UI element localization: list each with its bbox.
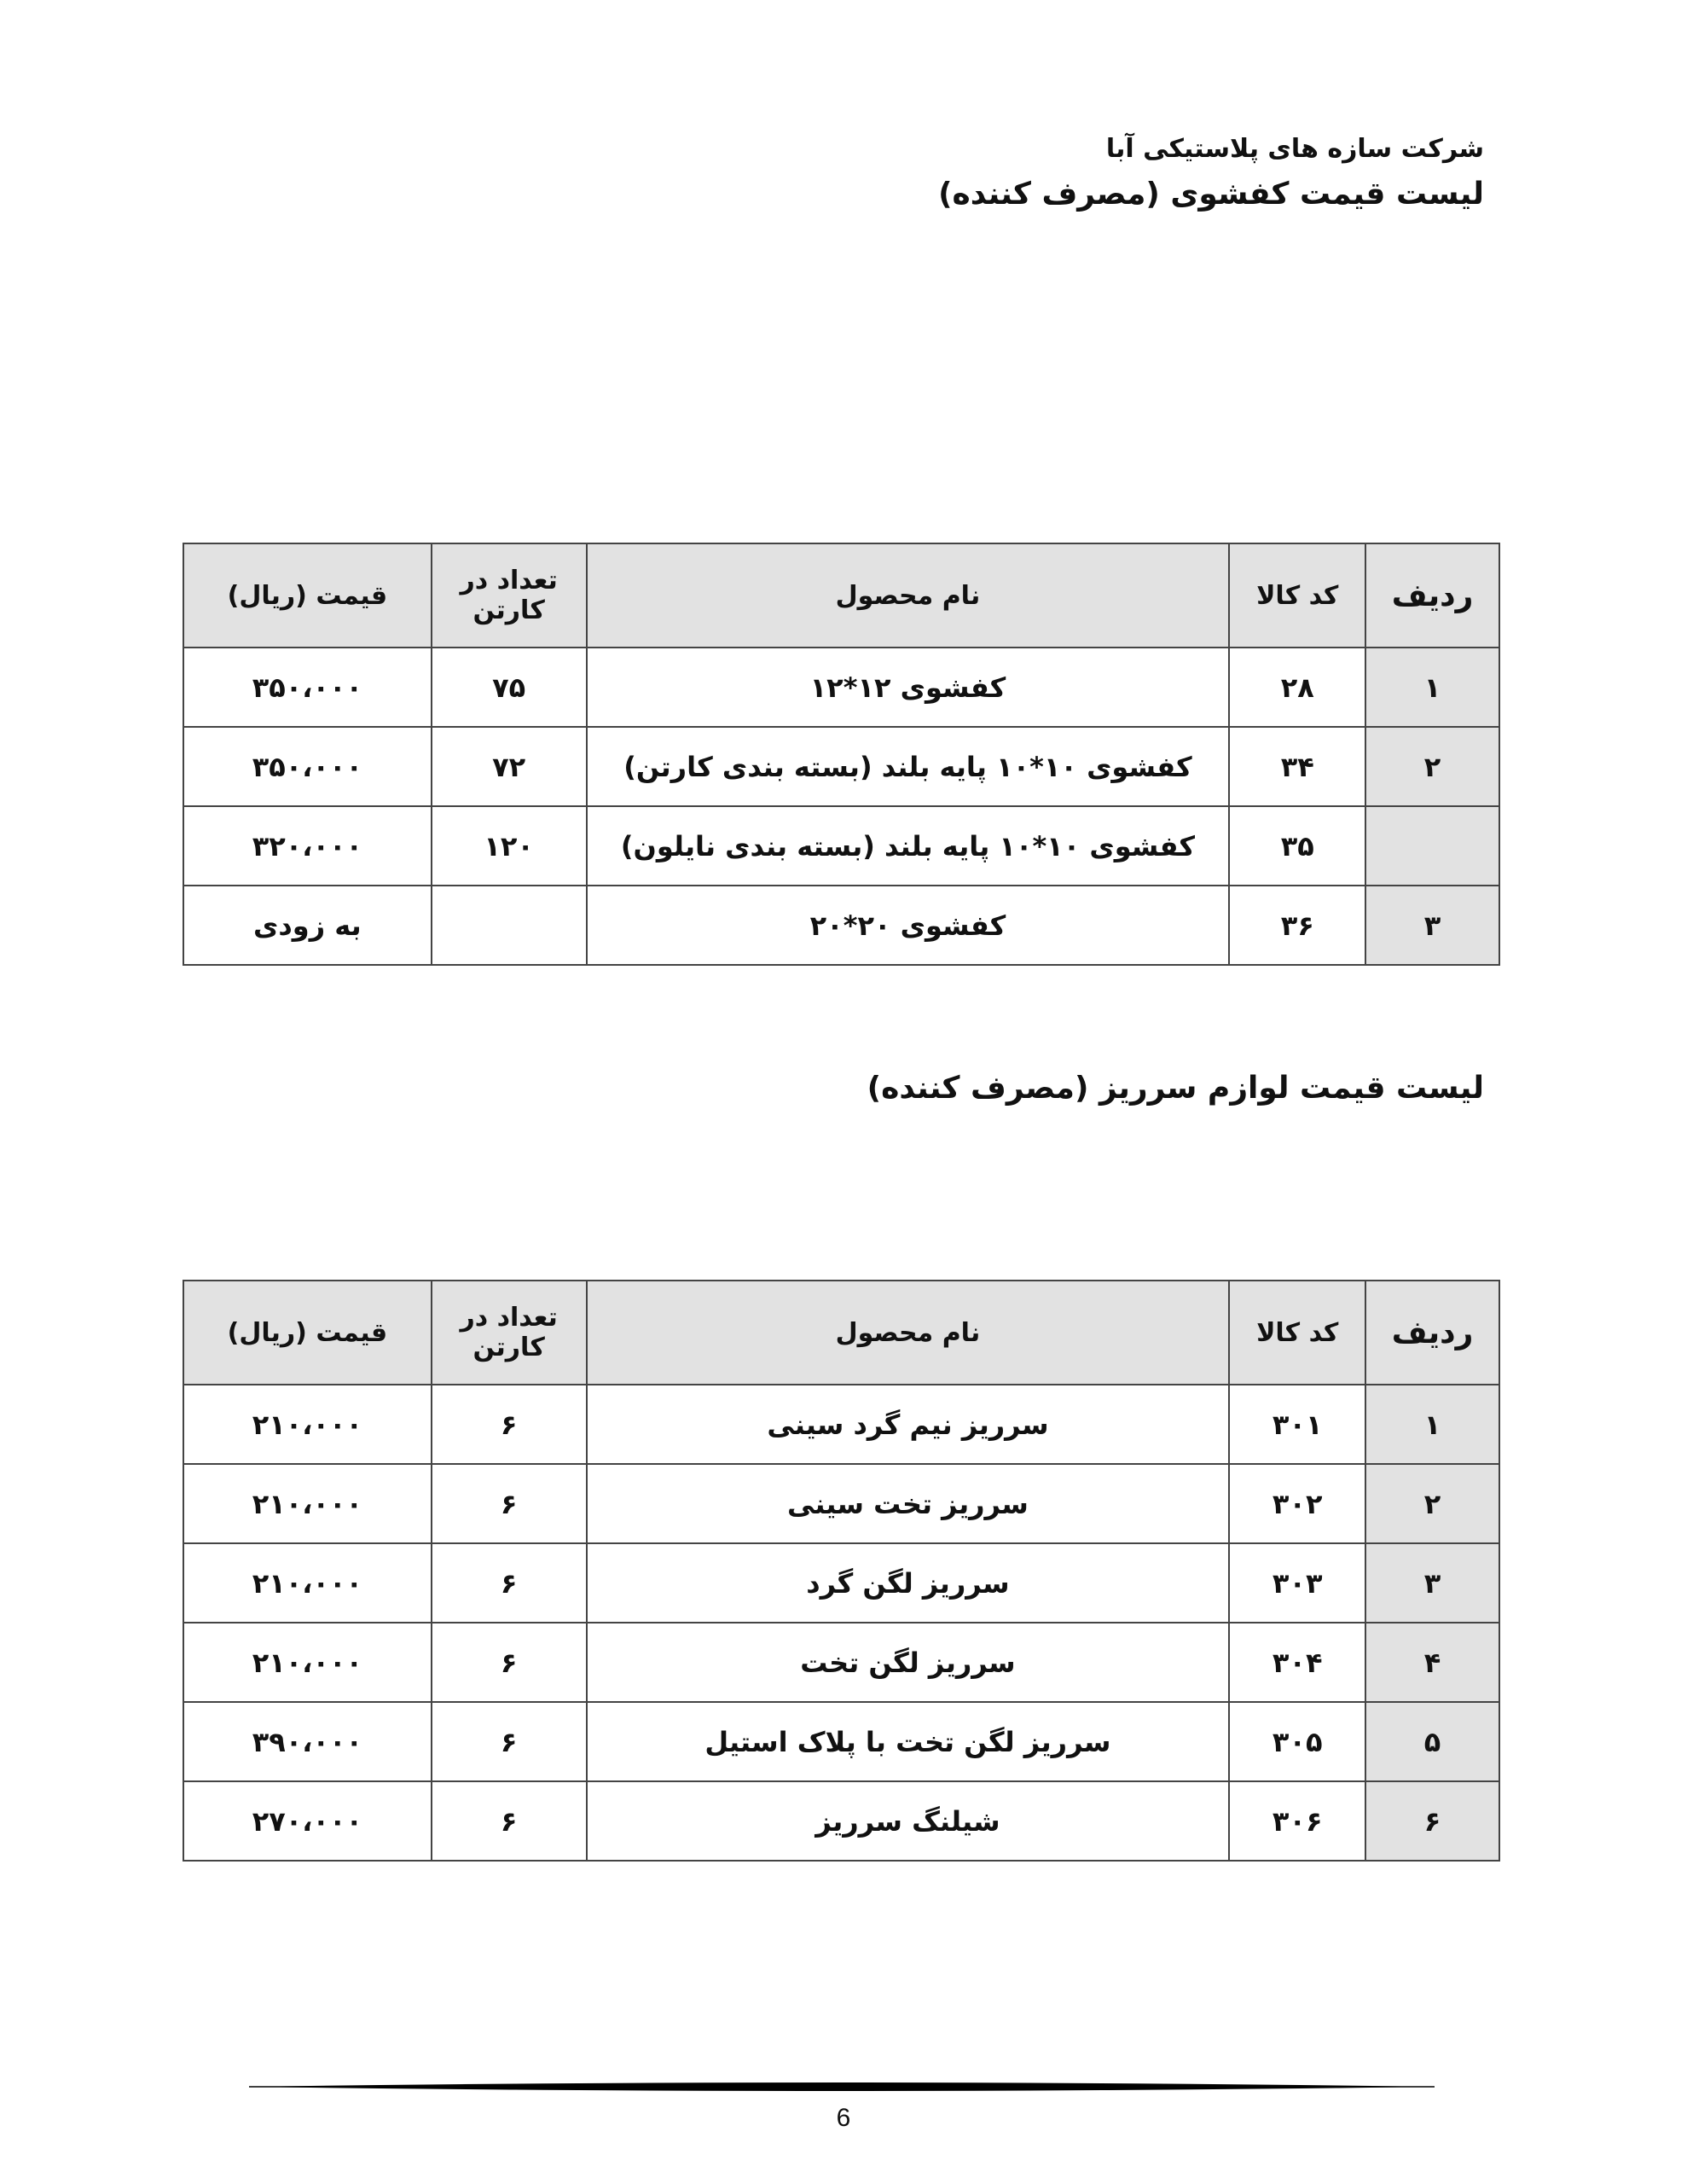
cell-product-name: کفشوی ۱۰*۱۰ پایه بلند (بسته بندی کارتن) [587, 727, 1230, 806]
cell-code: ۳۰۴ [1229, 1623, 1365, 1702]
table-row [183, 1385, 1499, 1464]
table-row [183, 648, 1499, 727]
cell-price: ۳۲۰،۰۰۰ [183, 806, 432, 886]
cell-code: ۳۴ [1229, 727, 1365, 806]
cell-product-name: شیلنگ سرریز [587, 1781, 1230, 1861]
col-header-name: نام محصول [587, 543, 1230, 648]
cell-price: ۳۵۰،۰۰۰ [183, 727, 432, 806]
cell-radif [1365, 806, 1499, 886]
table-row [183, 727, 1499, 806]
overflow-price-table [183, 1280, 1500, 1862]
cell-radif: ۲ [1365, 727, 1499, 806]
table-row [183, 1543, 1499, 1623]
cell-price: ۲۱۰،۰۰۰ [183, 1464, 432, 1543]
cell-qty-per-carton: ۱۲۰ [432, 806, 587, 886]
col-header-qty: تعداد در کارتن [432, 543, 587, 648]
table-row [183, 1702, 1499, 1781]
cell-radif: ۳ [1365, 1543, 1499, 1623]
cell-qty-per-carton: ۶ [432, 1543, 587, 1623]
col-header-price: قیمت (ریال) [183, 1281, 432, 1385]
cell-price: به زودی [183, 886, 432, 965]
col-header-radif: ردیف [1365, 543, 1499, 648]
cell-price: ۲۱۰،۰۰۰ [183, 1385, 432, 1464]
floor-drain-price-table [183, 543, 1500, 966]
cell-qty-per-carton [432, 886, 587, 965]
cell-product-name: کفشوی ۱۲*۱۲ [587, 648, 1230, 727]
cell-code: ۳۰۶ [1229, 1781, 1365, 1861]
cell-qty-per-carton: ۷۵ [432, 648, 587, 727]
col-header-name: نام محصول [587, 1281, 1230, 1385]
cell-qty-per-carton: ۶ [432, 1781, 587, 1861]
table-row [183, 1781, 1499, 1861]
col-header-code: کد کالا [1229, 1281, 1365, 1385]
cell-price: ۲۱۰،۰۰۰ [183, 1543, 432, 1623]
cell-price: ۳۹۰،۰۰۰ [183, 1702, 432, 1781]
cell-product-name: کفشوی ۱۰*۱۰ پایه بلند (بسته بندی نایلون) [587, 806, 1230, 886]
cell-radif: ۵ [1365, 1702, 1499, 1781]
company-name: شرکت سازه های پلاستیکی آبا [1105, 134, 1484, 164]
table-row [183, 1464, 1499, 1543]
table-header-row [183, 543, 1499, 648]
cell-code: ۳۵ [1229, 806, 1365, 886]
table-row [183, 806, 1499, 886]
cell-radif: ۴ [1365, 1623, 1499, 1702]
cell-price: ۲۱۰،۰۰۰ [183, 1623, 432, 1702]
cell-code: ۳۶ [1229, 886, 1365, 965]
cell-radif: ۱ [1365, 648, 1499, 727]
cell-radif: ۶ [1365, 1781, 1499, 1861]
cell-qty-per-carton: ۶ [432, 1385, 587, 1464]
cell-qty-per-carton: ۶ [432, 1702, 587, 1781]
cell-code: ۳۰۵ [1229, 1702, 1365, 1781]
col-header-code: کد کالا [1229, 543, 1365, 648]
price-list-title-floor-drain: لیست قیمت کفشوی (مصرف کننده) [938, 177, 1484, 212]
cell-radif: ۳ [1365, 886, 1499, 965]
cell-product-name: سرریز نیم گرد سینی [587, 1385, 1230, 1464]
table-header-row [183, 1281, 1499, 1385]
page-number: 6 [836, 2104, 851, 2132]
cell-product-name: سرریز لگن تخت با پلاک استیل [587, 1702, 1230, 1781]
cell-product-name: سرریز لگن تخت [587, 1623, 1230, 1702]
cell-qty-per-carton: ۶ [432, 1464, 587, 1543]
cell-price: ۲۷۰،۰۰۰ [183, 1781, 432, 1861]
cell-radif: ۱ [1365, 1385, 1499, 1464]
cell-product-name: سرریز لگن گرد [587, 1543, 1230, 1623]
cell-qty-per-carton: ۶ [432, 1623, 587, 1702]
cell-price: ۳۵۰،۰۰۰ [183, 648, 432, 727]
col-header-radif: ردیف [1365, 1281, 1499, 1385]
cell-product-name: کفشوی ۲۰*۲۰ [587, 886, 1230, 965]
cell-code: ۲۸ [1229, 648, 1365, 727]
cell-code: ۳۰۳ [1229, 1543, 1365, 1623]
cell-code: ۳۰۱ [1229, 1385, 1365, 1464]
document-header [938, 128, 1484, 218]
cell-radif: ۲ [1365, 1464, 1499, 1543]
cell-qty-per-carton: ۷۲ [432, 727, 587, 806]
cell-code: ۳۰۲ [1229, 1464, 1365, 1543]
col-header-price: قیمت (ریال) [183, 543, 432, 648]
col-header-qty: تعداد در کارتن [432, 1281, 587, 1385]
cell-product-name: سرریز تخت سینی [587, 1464, 1230, 1543]
table-row [183, 1623, 1499, 1702]
table-row [183, 886, 1499, 965]
footer-divider [249, 2077, 1435, 2097]
price-list-title-overflow: لیست قیمت لوازم سرریز (مصرف کننده) [867, 1071, 1484, 1106]
